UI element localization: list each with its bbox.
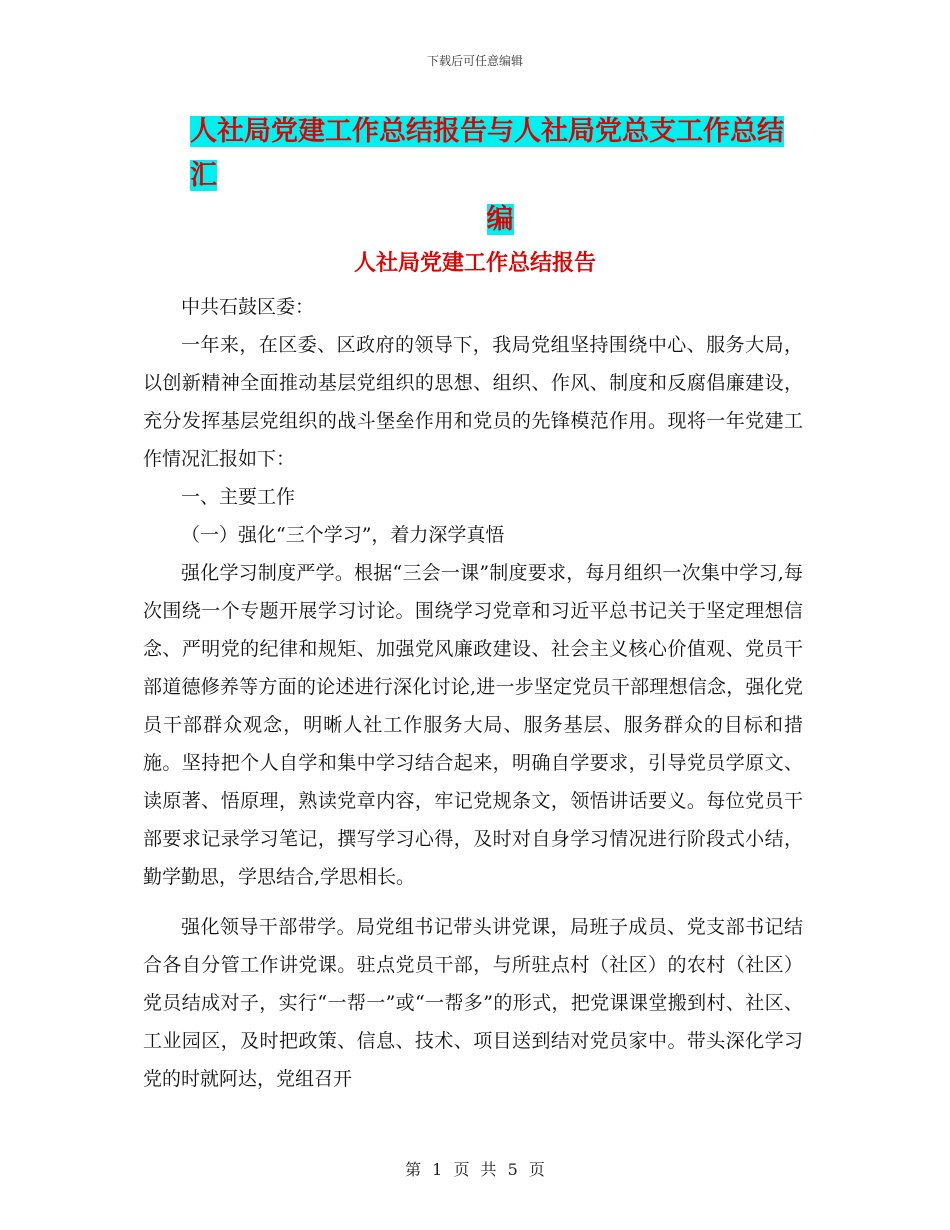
document-body	[143, 288, 803, 1098]
page-header-note: 下载后可任意编辑	[426, 54, 523, 68]
document-title	[190, 110, 810, 242]
page-number: 第 1 页 共 5 页	[405, 1160, 545, 1179]
salutation: 中共石鼓区委：	[181, 296, 315, 318]
subsection-heading: （一）强化“三个学习”，着力深学真悟	[181, 524, 505, 546]
body-paragraph: 一年来，在区委、区政府的领导下，我局党组坚持围绕中心、服务大局，以创新精神全面推动基层党组织的思想、组织、作风、制度和反腐倡廉建设，充分发挥基层党组织的战斗堡垒作用和党员的先锋模范作用。现将一年党建工作情况汇报如下：	[143, 334, 803, 470]
document-title-line2: 编	[486, 204, 514, 235]
section-heading: 一、主要工作	[181, 486, 296, 508]
body-paragraph: 强化领导干部带学。局党组书记带头讲党课，局班子成员、党支部书记结合各自分管工作讲党课。驻点党员干部，与所驻点村（社区）的农村（社区）党员结成对子，实行“一帮一”或“一帮多”的形式，把党课课堂搬到村、社区、工业园区，及时把政策、信息、技术、项目送到结对党员家中。带头深化学习党的时就阿达，党组召开	[143, 916, 803, 1090]
section-title: 人社局党建工作总结报告	[353, 251, 596, 276]
document-title-line1: 人社局党建工作总结报告与人社局党总支工作总结汇	[190, 116, 784, 191]
body-paragraph: 强化学习制度严学。根据“三会一课”制度要求，每月组织一次集中学习,每次围绕一个专题开展学习讨论。围绕学习党章和习近平总书记关于坚定理想信念、严明党的纪律和规矩、加强党风廉政建设、社会主义核心价值观、党员干部道德修养等方面的论述进行深化讨论,进一步坚定党员干部理想信念，强化党员干部群众观念，明晰人社工作服务大局、服务基层、服务群众的目标和措施。坚持把个人自学和集中学习结合起来，明确自学要求，引导党员学原文、读原著、悟原理，熟读党章内容，牢记党规条文，领悟讲话要义。每位党员干部要求记录学习笔记，撰写学习心得，及时对自身学习情况进行阶段式小结，勤学勤思，学思结合,学思相长。	[143, 562, 803, 888]
